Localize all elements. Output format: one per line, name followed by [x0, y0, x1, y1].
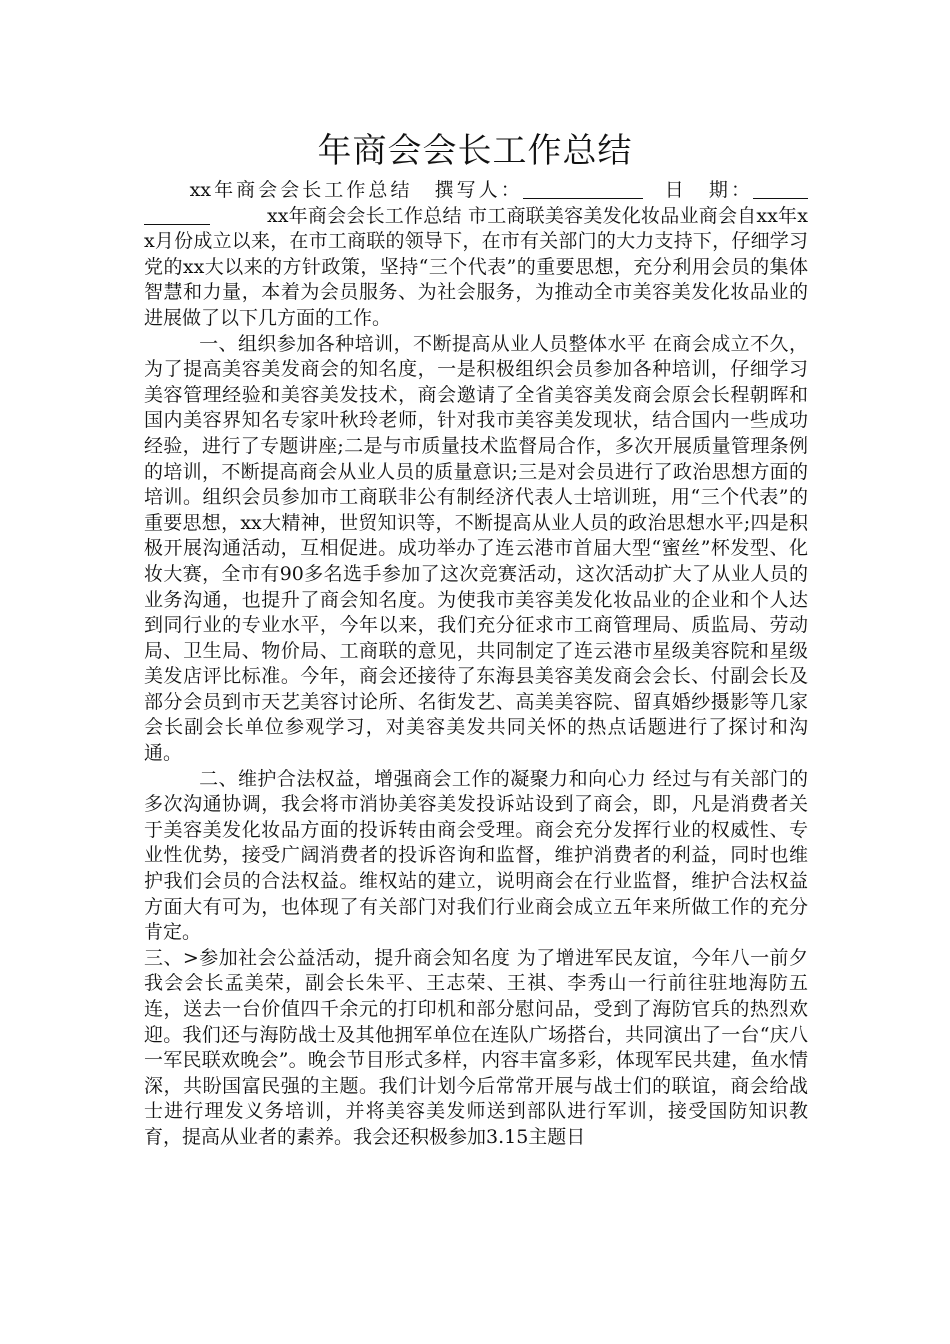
paragraph: 市工商联美容美发化妆品业商会自xx年xx月份成立以来，在市工商联的领导下，在市有关部门的大力支持下，仔细学习党的xx大以来的方针政策，坚持“三个代表”的重要思想，充分利用会员的集体智慧和力量，本着为会员服务、为社会服务，为推动全市美容美发化妆品业的进展做了以下几方面的工作。 [144, 204, 808, 329]
header-title-repeat: xx年商会会长工作总结 [267, 204, 462, 227]
paragraph: 二、维护合法权益，增强商会工作的凝聚力和向心力 经过与有关部门的多次沟通协调，我会将市消协美容美发投诉站设到了商会，即，凡是消费者关于美容美发化妆品方面的投诉转由商会受理。商会充分发挥行业的权威性、专业性优势，接受广阔消费者的投诉咨询和监督，维护消费者的利益，同时也维护我们会员的合法权益。维权站的建立，说明商会在行业监督，维护合法权益方面大有可为，也体现了有关部门对我们行业商会成立五年来所做工作的充分肯定。 [144, 767, 808, 944]
author-blank [523, 179, 643, 199]
date-blank-a [753, 179, 808, 199]
paragraph: 一、组织参加各种培训，不断提高从业人员整体水平 在商会成立不久，为了提高美容美发商会的知名度，一是积极组织会员参加各种培训，仔细学习美容管理经验和美容美发技术，商会邀请了全省美容美发商会原会长程朝晖和国内美容界知名专家叶秋玲老师，针对我市美容美发现状，结合国内一些成功经验，进行了专题讲座;二是与市质量技术监督局合作，多次开展质量管理条例的培训，不断提高商会从业人员的质量意识;三是对会员进行了政治思想方面的培训。组织会员参加市工商联非公有制经济代表人士培训班，用“三个代表”的重要思想，xx大精神，世贸知识等，不断提高从业人员的政治思想水平;四是积极开展沟通活动，互相促进。成功举办了连云港市首届大型“蜜丝”杯发型、化妆大赛，全市有90多名选手参加了这次竞赛活动，这次活动扩大了从业人员的业务沟通，也提升了商会知名度。为使我市美容美发化妆品业的企业和个人达到同行业的专业水平，今年以来，我们充分征求市工商管理局、质监局、劳动局、卫生局、物价局、工商联的意见，共同制定了连云港市星级美容院和星级美发店评比标准。今年，商会还接待了东海县美容美发商会会长、付副会长及部分会员到市天艺美容讨论所、名街发艺、高美美容院、留真婚纱摄影等几家会长副会长单位参观学习，对美容美发共同关怀的热点话题进行了探讨和沟通。 [144, 332, 808, 765]
header-doc-name: xx年商会会长工作总结 [189, 179, 413, 201]
document-header-line [144, 178, 808, 332]
date-label: 日 期： [661, 179, 753, 201]
author-label: 撰写人： [431, 179, 523, 201]
document-body [144, 178, 808, 1151]
document-title: 年商会会长工作总结 [317, 131, 633, 171]
paragraph: 三、>参加社会公益活动，提升商会知名度 为了增进军民友谊，今年八一前夕我会会长孟美荣，副会长朱平、王志荣、王祺、李秀山一行前往驻地海防五连，送去一台价值四千余元的打印机和部分慰问品，受到了海防官兵的热烈欢迎。我们还与海防战士及其他拥军单位在连队广场搭台，共同演出了一台“庆八一军民联欢晚会”。晚会节目形式多样，内容丰富多彩，体现军民共建，鱼水情深，共盼国富民强的主题。我们计划今后常常开展与战士们的联谊，商会给战士进行理发义务培训，并将美容美发师送到部队进行军训，接受国防知识教育，提高从业者的素养。我会还积极参加3.15主题日 [144, 946, 808, 1148]
date-blank-b [144, 205, 210, 225]
